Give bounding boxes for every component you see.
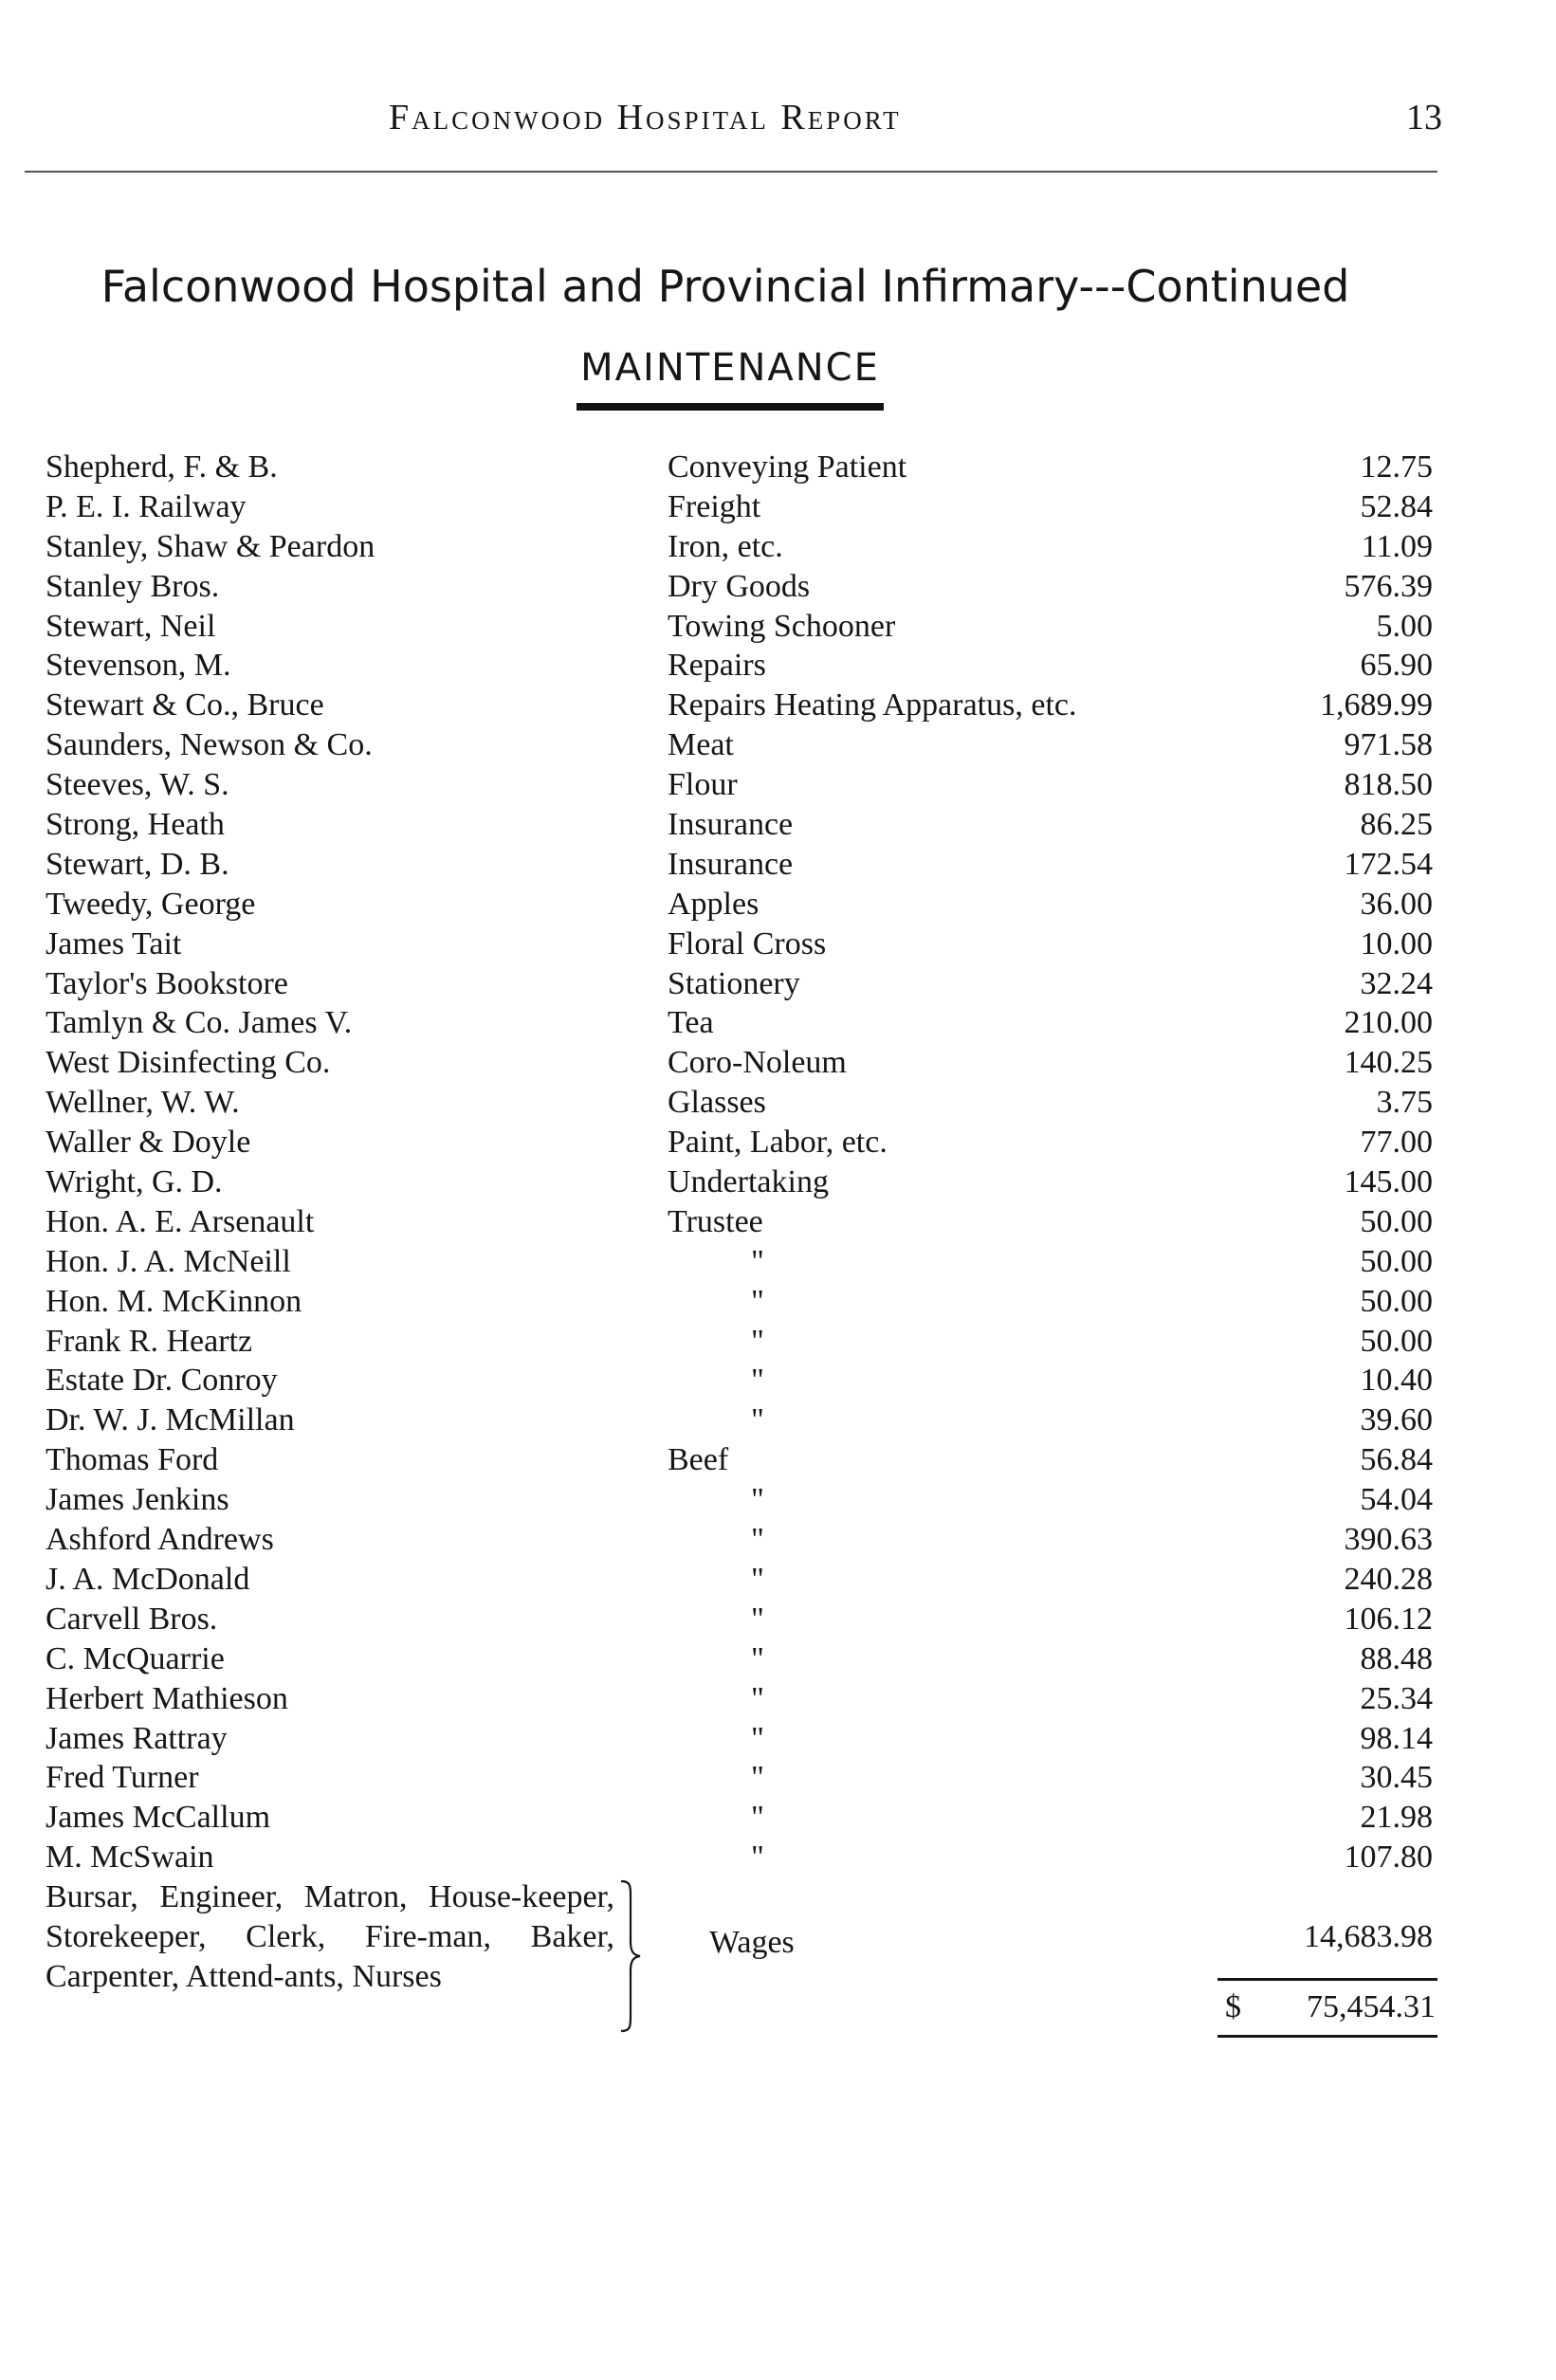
ledger-row (0, 1639, 1556, 1679)
ledger-row (0, 1798, 1556, 1838)
expense-amount: 50.00 (1360, 1283, 1433, 1319)
payee-name: James Jenkins (46, 1482, 229, 1518)
payee-name: Stewart & Co., Bruce (46, 687, 324, 723)
expense-item: Trustee (668, 1203, 763, 1239)
ledger-row (0, 1322, 1556, 1362)
ditto-mark: " (751, 1760, 764, 1796)
section-heading-text: MAINTENANCE (577, 346, 884, 411)
ledger-row (0, 725, 1556, 765)
wages-staff-list: Bursar, Engineer, Matron, House-keeper, Storekeeper, Clerk, Fire-man, Baker, Carpenter, Attend-ants, Nurses (46, 1879, 614, 1994)
expense-item: Flour (668, 767, 738, 803)
ledger-row (0, 1163, 1556, 1202)
payee-name: Stevenson, M. (46, 648, 231, 684)
ledger-row (0, 1440, 1556, 1480)
payee-name: Stewart, D. B. (46, 846, 229, 882)
total-value: 75,454.31 (1307, 1989, 1436, 2024)
ledger-row (0, 1043, 1556, 1083)
expense-amount: 25.34 (1360, 1680, 1433, 1716)
page-heading: Falconwood Hospital and Provincial Infirmary---Continued (101, 261, 1350, 312)
ledger-row (0, 1838, 1556, 1877)
ledger-row (0, 487, 1556, 527)
ledger-row (0, 1480, 1556, 1520)
ledger-row (0, 1123, 1556, 1163)
expense-item: Undertaking (668, 1164, 829, 1200)
payee-name: West Disinfecting Co. (46, 1045, 331, 1081)
ditto-mark: " (751, 1601, 764, 1637)
expense-amount: 145.00 (1344, 1164, 1433, 1200)
expense-amount: 1,689.99 (1320, 687, 1433, 723)
ditto-mark: " (751, 1561, 764, 1597)
ledger-row (0, 527, 1556, 567)
payee-name: James McCallum (46, 1800, 271, 1836)
expense-amount: 50.00 (1360, 1243, 1433, 1279)
ledger-row (0, 448, 1556, 487)
payee-name: Tweedy, George (46, 886, 256, 922)
expense-amount: 98.14 (1360, 1720, 1433, 1756)
payee-name: Hon. M. McKinnon (46, 1283, 302, 1319)
expense-amount: 10.40 (1360, 1363, 1433, 1399)
ledger-row (0, 1758, 1556, 1798)
payee-name: Stewart, Neil (46, 608, 216, 644)
payee-name: M. McSwain (46, 1840, 214, 1876)
expense-amount: 576.39 (1344, 568, 1433, 604)
expense-item: Meat (668, 727, 734, 763)
expense-amount: 50.00 (1360, 1323, 1433, 1359)
ledger-row (0, 1202, 1556, 1242)
expense-amount: 818.50 (1344, 767, 1433, 803)
expense-item: Stationery (668, 965, 800, 1001)
expense-item: Apples (668, 886, 760, 922)
payee-name: Fred Turner (46, 1760, 199, 1796)
ledger-row (0, 607, 1556, 647)
payee-name: Stanley Bros. (46, 568, 220, 604)
ditto-mark: " (751, 1720, 764, 1756)
total-rule (1217, 1978, 1437, 1981)
wages-label: Wages (709, 1925, 795, 1960)
expense-item: Dry Goods (668, 568, 811, 604)
ledger-row (0, 845, 1556, 885)
expense-item: Insurance (668, 807, 794, 843)
expense-amount: 56.84 (1360, 1442, 1433, 1478)
expense-amount: 39.60 (1360, 1402, 1433, 1438)
ditto-mark: " (751, 1243, 764, 1279)
total-underline (1217, 2035, 1437, 2038)
ledger-row (0, 1719, 1556, 1759)
payee-name: Carvell Bros. (46, 1601, 218, 1637)
header-divider (25, 171, 1437, 173)
payee-name: Wellner, W. W. (46, 1085, 240, 1121)
ledger-row (0, 1003, 1556, 1043)
expense-amount: 5.00 (1376, 608, 1433, 644)
expense-item: Towing Schooner (668, 608, 896, 644)
expense-amount: 52.84 (1360, 488, 1433, 524)
payee-name: Strong, Heath (46, 807, 225, 843)
expense-item: Coro-Noleum (668, 1045, 847, 1081)
payee-name: Saunders, Newson & Co. (46, 727, 373, 763)
payee-name: Herbert Mathieson (46, 1680, 288, 1716)
expense-item: Repairs (668, 648, 766, 684)
ledger-row (0, 1600, 1556, 1639)
payee-name: J. A. McDonald (46, 1561, 250, 1597)
expense-amount: 88.48 (1360, 1640, 1433, 1676)
payee-name: Stanley, Shaw & Peardon (46, 528, 375, 564)
expense-amount: 11.09 (1361, 528, 1433, 564)
payee-name: C. McQuarrie (46, 1640, 225, 1676)
payee-name: Steeves, W. S. (46, 767, 229, 803)
payee-name: Thomas Ford (46, 1442, 219, 1478)
ditto-mark: " (751, 1800, 764, 1836)
expense-item: Iron, etc. (668, 528, 783, 564)
payee-name: James Tait (46, 925, 182, 961)
ditto-mark: " (751, 1283, 764, 1319)
expense-amount: 50.00 (1360, 1203, 1433, 1239)
payee-name: Dr. W. J. McMillan (46, 1402, 295, 1438)
expense-amount: 65.90 (1360, 648, 1433, 684)
running-title: Falconwood Hospital Report (389, 98, 902, 137)
expense-amount: 390.63 (1344, 1522, 1433, 1558)
expense-amount: 107.80 (1344, 1840, 1433, 1876)
payee-name: Ashford Andrews (46, 1522, 274, 1558)
expense-item: Glasses (668, 1085, 766, 1121)
expense-item: Insurance (668, 846, 794, 882)
ledger-row (0, 686, 1556, 725)
payee-name: Waller & Doyle (46, 1125, 251, 1161)
expense-amount: 3.75 (1376, 1085, 1433, 1121)
expense-amount: 12.75 (1360, 449, 1433, 485)
ledger-row (0, 567, 1556, 607)
expense-amount: 32.24 (1360, 965, 1433, 1001)
expense-amount: 106.12 (1344, 1601, 1433, 1637)
payee-name: Hon. A. E. Arsenault (46, 1203, 315, 1239)
payee-name: Frank R. Heartz (46, 1323, 253, 1359)
ledger-row (0, 885, 1556, 925)
ledger-row (0, 1560, 1556, 1600)
expense-amount: 30.45 (1360, 1760, 1433, 1796)
expense-item: Freight (668, 488, 761, 524)
expense-item: Conveying Patient (668, 449, 907, 485)
payee-name: Estate Dr. Conroy (46, 1363, 278, 1399)
ledger-row (0, 646, 1556, 686)
ledger-row (0, 1242, 1556, 1282)
ledger-row (0, 925, 1556, 964)
ledger-row (0, 765, 1556, 805)
ledger-row (0, 805, 1556, 845)
expense-amount: 172.54 (1344, 846, 1433, 882)
maintenance-ledger (0, 448, 1556, 1877)
ledger-row (0, 1282, 1556, 1322)
payee-name: Tamlyn & Co. James V. (46, 1005, 353, 1041)
ditto-mark: " (751, 1323, 764, 1359)
payee-name: P. E. I. Railway (46, 488, 247, 524)
expense-item: Beef (668, 1442, 729, 1478)
expense-amount: 77.00 (1360, 1125, 1433, 1161)
expense-item: Paint, Labor, etc. (668, 1125, 888, 1161)
expense-amount: 54.04 (1360, 1482, 1433, 1518)
currency-sign: $ (1225, 1989, 1241, 2024)
ditto-mark: " (751, 1402, 764, 1438)
expense-amount: 36.00 (1360, 886, 1433, 922)
ditto-mark: " (751, 1640, 764, 1676)
expense-amount: 210.00 (1344, 1005, 1433, 1041)
ledger-row (0, 964, 1556, 1004)
ledger-row (0, 1401, 1556, 1440)
expense-amount: 240.28 (1344, 1561, 1433, 1597)
section-heading (0, 346, 1460, 411)
payee-name: Wright, G. D. (46, 1164, 223, 1200)
expense-item: Floral Cross (668, 925, 827, 961)
ledger-row (0, 1679, 1556, 1719)
expense-amount: 140.25 (1344, 1045, 1433, 1081)
expense-amount: 86.25 (1360, 807, 1433, 843)
expense-amount: 971.58 (1344, 727, 1433, 763)
ledger-row (0, 1361, 1556, 1401)
expense-item: Tea (668, 1005, 714, 1041)
payee-name: Hon. J. A. McNeill (46, 1243, 291, 1279)
payee-name: James Rattray (46, 1720, 228, 1756)
ditto-mark: " (751, 1840, 764, 1876)
ledger-row (0, 1520, 1556, 1560)
ditto-mark: " (751, 1482, 764, 1518)
brace-icon (618, 1879, 643, 2033)
ditto-mark: " (751, 1363, 764, 1399)
running-head (0, 97, 1556, 154)
expense-item: Repairs Heating Apparatus, etc. (668, 687, 1077, 723)
ditto-mark: " (751, 1680, 764, 1716)
wages-amount: 14,683.98 (1304, 1919, 1433, 1954)
expense-amount: 21.98 (1360, 1800, 1433, 1836)
payee-name: Taylor's Bookstore (46, 965, 288, 1001)
payee-name: Shepherd, F. & B. (46, 449, 278, 485)
page-number: 13 (1406, 98, 1442, 137)
ledger-row (0, 1083, 1556, 1123)
ditto-mark: " (751, 1522, 764, 1558)
expense-amount: 10.00 (1360, 925, 1433, 961)
